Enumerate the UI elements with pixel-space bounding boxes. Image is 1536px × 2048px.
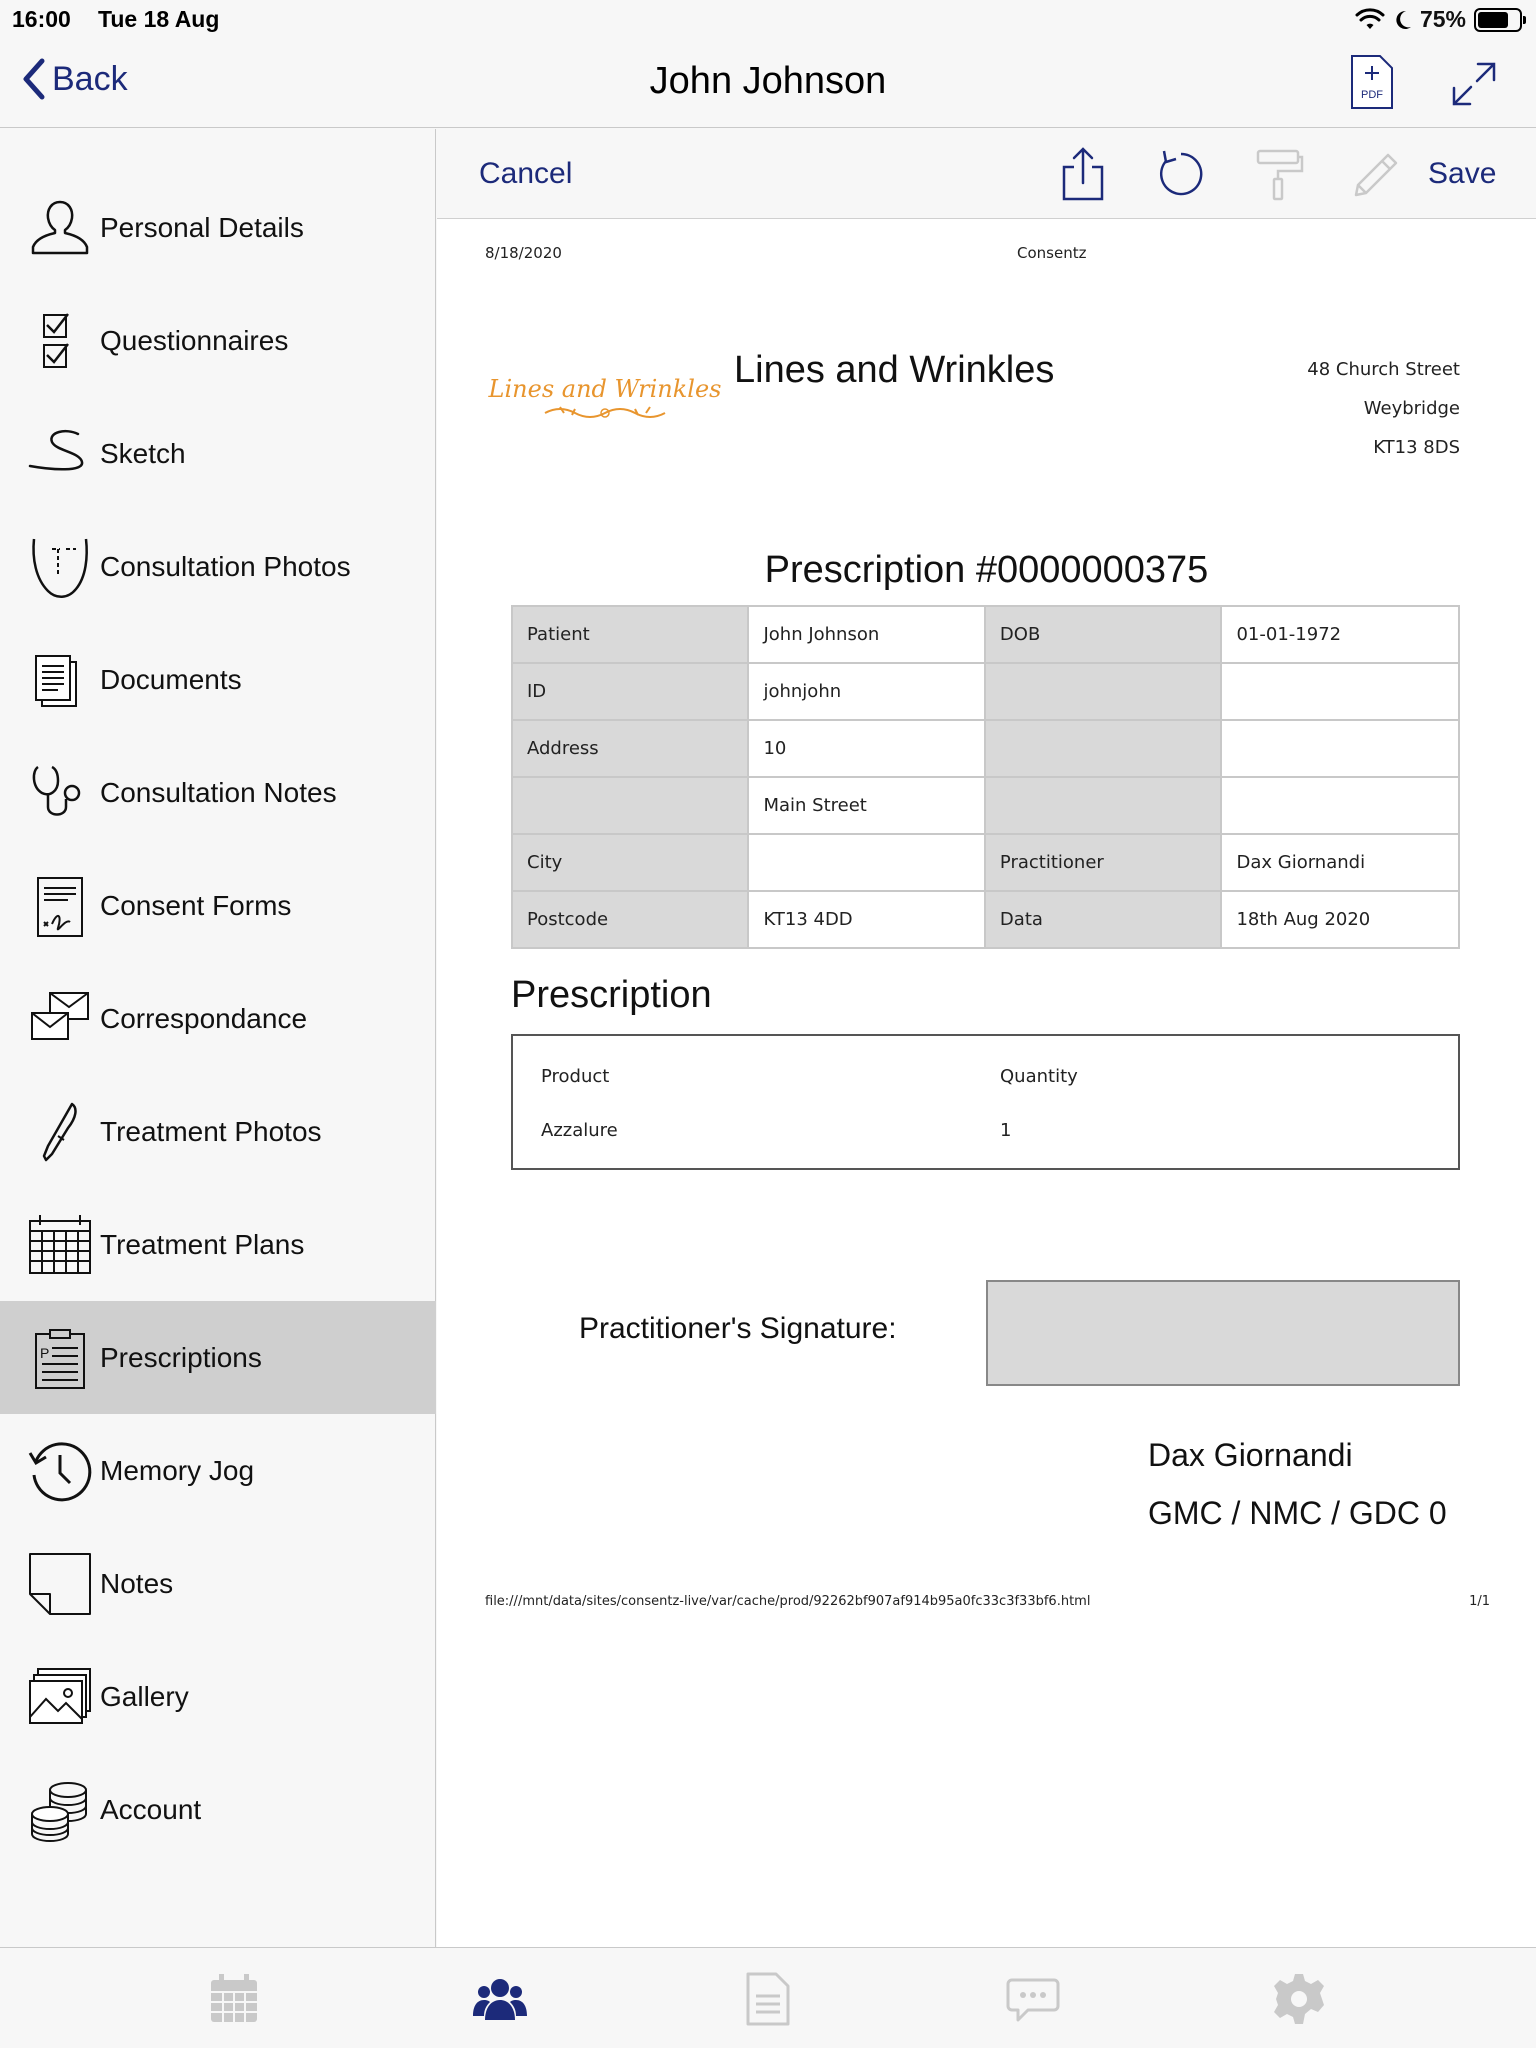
clinic-address bbox=[1307, 350, 1460, 467]
empty-cell bbox=[985, 777, 1222, 834]
product-quantity: 1 bbox=[1000, 1120, 1012, 1141]
postcode-value: KT13 4DD bbox=[748, 891, 984, 948]
signature-label: Practitioner's Signature: bbox=[579, 1312, 897, 1345]
status-right bbox=[1356, 6, 1522, 33]
back-button[interactable] bbox=[22, 58, 128, 100]
practitioner-label: Practitioner bbox=[985, 834, 1222, 891]
table-row bbox=[512, 663, 1459, 720]
prescription-heading: Prescription bbox=[511, 974, 712, 1016]
sidebar-item-documents[interactable] bbox=[0, 623, 436, 736]
data-value: 18th Aug 2020 bbox=[1221, 891, 1459, 948]
signer-name: Dax Giornandi bbox=[1148, 1437, 1353, 1473]
status-time: 16:00 bbox=[12, 6, 71, 32]
address-value-1: 10 bbox=[748, 720, 984, 777]
chat-icon[interactable] bbox=[1006, 1972, 1060, 2026]
sidebar-item-label: Account bbox=[100, 1793, 202, 1825]
sidebar-item-questionnaires[interactable] bbox=[0, 284, 436, 397]
signature-box[interactable] bbox=[986, 1280, 1460, 1386]
address-line: KT13 8DS bbox=[1373, 437, 1460, 458]
clients-icon[interactable] bbox=[473, 1972, 527, 2026]
patient-label: Patient bbox=[512, 606, 748, 663]
empty-cell bbox=[985, 663, 1222, 720]
practitioner-value: Dax Giornandi bbox=[1221, 834, 1459, 891]
sidebar-item-notes[interactable] bbox=[0, 1527, 436, 1640]
documents-icon bbox=[28, 648, 92, 712]
coins-icon bbox=[28, 1778, 92, 1842]
print-page-number: 1/1 bbox=[1469, 1594, 1490, 1609]
logo-text: Lines and Wrinkles bbox=[488, 375, 722, 403]
history-icon bbox=[28, 1439, 92, 1503]
prescription-document bbox=[437, 219, 1536, 1947]
sidebar-item-consent-forms[interactable] bbox=[0, 849, 436, 962]
wifi-icon bbox=[1356, 9, 1384, 31]
table-row bbox=[512, 606, 1459, 663]
empty-cell bbox=[1221, 663, 1459, 720]
paint-roller-icon[interactable] bbox=[1252, 147, 1306, 201]
pdf-label: PDF bbox=[1361, 89, 1383, 101]
note-icon bbox=[28, 1552, 92, 1616]
signer-registration: GMC / NMC / GDC 0 bbox=[1148, 1495, 1447, 1531]
undo-icon[interactable] bbox=[1154, 147, 1208, 201]
sidebar-item-prescriptions[interactable] bbox=[0, 1301, 436, 1414]
scalpel-icon bbox=[28, 1100, 92, 1164]
quantity-header: Quantity bbox=[1000, 1066, 1078, 1087]
address-label: Address bbox=[512, 720, 748, 777]
sidebar-item-memory-jog[interactable] bbox=[0, 1414, 436, 1527]
address-line: Weybridge bbox=[1363, 398, 1460, 419]
sidebar-item-treatment-plans[interactable] bbox=[0, 1188, 436, 1301]
stethoscope-icon bbox=[28, 761, 92, 825]
data-label: Data bbox=[985, 891, 1222, 948]
tab-bar bbox=[0, 1947, 1536, 2048]
table-row bbox=[512, 720, 1459, 777]
chevron-left-icon bbox=[22, 58, 46, 100]
sidebar-item-label: Consent Forms bbox=[100, 889, 292, 921]
sidebar-item-consultation-notes[interactable] bbox=[0, 736, 436, 849]
sidebar-item-label: Treatment Plans bbox=[100, 1228, 305, 1260]
empty-cell bbox=[512, 777, 748, 834]
svg-text:P: P bbox=[40, 1344, 50, 1361]
document-icon[interactable] bbox=[740, 1972, 794, 2026]
print-app-name: Consentz bbox=[1017, 244, 1087, 262]
page-title: John Johnson bbox=[649, 60, 887, 102]
table-row bbox=[512, 891, 1459, 948]
face-icon bbox=[28, 535, 92, 599]
sidebar-item-account[interactable] bbox=[0, 1753, 436, 1866]
prescription-number: Prescription #0000000375 bbox=[764, 549, 1209, 591]
calendar-grid-icon bbox=[28, 1213, 92, 1277]
sidebar-item-personal-details[interactable] bbox=[0, 171, 436, 284]
sidebar-item-label: Sketch bbox=[100, 437, 186, 469]
sidebar-item-correspondance[interactable] bbox=[0, 962, 436, 1075]
moon-icon bbox=[1392, 9, 1412, 31]
product-table bbox=[511, 1034, 1460, 1170]
clinic-name: Lines and Wrinkles bbox=[734, 349, 1055, 391]
city-value bbox=[748, 834, 984, 891]
person-icon bbox=[28, 196, 92, 260]
status-bar bbox=[0, 0, 1536, 40]
pencil-icon[interactable] bbox=[1350, 147, 1404, 201]
content-pane bbox=[437, 129, 1536, 1947]
share-icon[interactable] bbox=[1056, 147, 1110, 201]
mail-icon bbox=[28, 987, 92, 1051]
sidebar-item-label: Memory Jog bbox=[100, 1454, 255, 1486]
sidebar-item-label: Consultation Notes bbox=[100, 776, 337, 808]
sidebar-item-label: Correspondance bbox=[100, 1002, 308, 1034]
print-date: 8/18/2020 bbox=[485, 244, 562, 262]
sidebar-item-treatment-photos[interactable] bbox=[0, 1075, 436, 1188]
document-toolbar bbox=[437, 129, 1536, 219]
expand-icon[interactable] bbox=[1450, 60, 1498, 108]
id-label: ID bbox=[512, 663, 748, 720]
print-footer-url: file:///mnt/data/sites/consentz-live/var/cache/prod/92262bf907af914b95a0fc33c3f33bf6.html bbox=[485, 1594, 1091, 1609]
id-value: johnjohn bbox=[748, 663, 984, 720]
patient-info-table bbox=[511, 605, 1460, 949]
sidebar-item-label: Notes bbox=[100, 1567, 174, 1599]
empty-cell bbox=[1221, 777, 1459, 834]
battery-percent: 75% bbox=[1419, 6, 1466, 32]
address-line: 48 Church Street bbox=[1307, 359, 1460, 380]
add-pdf-icon[interactable] bbox=[1350, 54, 1394, 110]
prescription-icon bbox=[28, 1326, 92, 1390]
sidebar-item-label: Treatment Photos bbox=[100, 1115, 322, 1147]
sidebar-item-label: Consultation Photos bbox=[100, 550, 351, 582]
sidebar-item-label: Questionnaires bbox=[100, 324, 289, 356]
empty-cell bbox=[1221, 720, 1459, 777]
sidebar-item-label: Personal Details bbox=[100, 211, 304, 243]
cancel-button[interactable]: Cancel bbox=[479, 157, 573, 190]
dob-value: 01-01-1972 bbox=[1221, 606, 1459, 663]
product-name: Azzalure bbox=[541, 1120, 618, 1141]
sketch-icon bbox=[28, 422, 92, 486]
checklist-icon bbox=[28, 309, 92, 373]
save-button[interactable]: Save bbox=[1428, 157, 1497, 190]
sidebar bbox=[0, 129, 436, 1947]
clinic-logo bbox=[488, 367, 722, 447]
sidebar-item-gallery[interactable] bbox=[0, 1640, 436, 1753]
settings-icon[interactable] bbox=[1272, 1972, 1326, 2026]
status-date: Tue 18 Aug bbox=[98, 6, 220, 32]
sidebar-item-label: Documents bbox=[100, 663, 242, 695]
sidebar-item-sketch[interactable] bbox=[0, 397, 436, 510]
postcode-label: Postcode bbox=[512, 891, 748, 948]
battery-icon bbox=[1474, 8, 1522, 32]
nav-bar bbox=[0, 40, 1536, 128]
sidebar-item-label: Prescriptions bbox=[100, 1341, 262, 1373]
table-row bbox=[512, 777, 1459, 834]
empty-cell bbox=[985, 720, 1222, 777]
product-header: Product bbox=[541, 1066, 610, 1087]
table-row bbox=[512, 834, 1459, 891]
calendar-icon[interactable] bbox=[207, 1972, 261, 2026]
sidebar-item-consultation-photos[interactable] bbox=[0, 510, 436, 623]
city-label: City bbox=[512, 834, 748, 891]
patient-value: John Johnson bbox=[748, 606, 984, 663]
gallery-icon bbox=[28, 1665, 92, 1729]
address-value-2: Main Street bbox=[748, 777, 984, 834]
sidebar-item-label: Gallery bbox=[100, 1680, 189, 1712]
dob-label: DOB bbox=[985, 606, 1222, 663]
back-label: Back bbox=[52, 59, 128, 98]
signature-icon bbox=[28, 874, 92, 938]
